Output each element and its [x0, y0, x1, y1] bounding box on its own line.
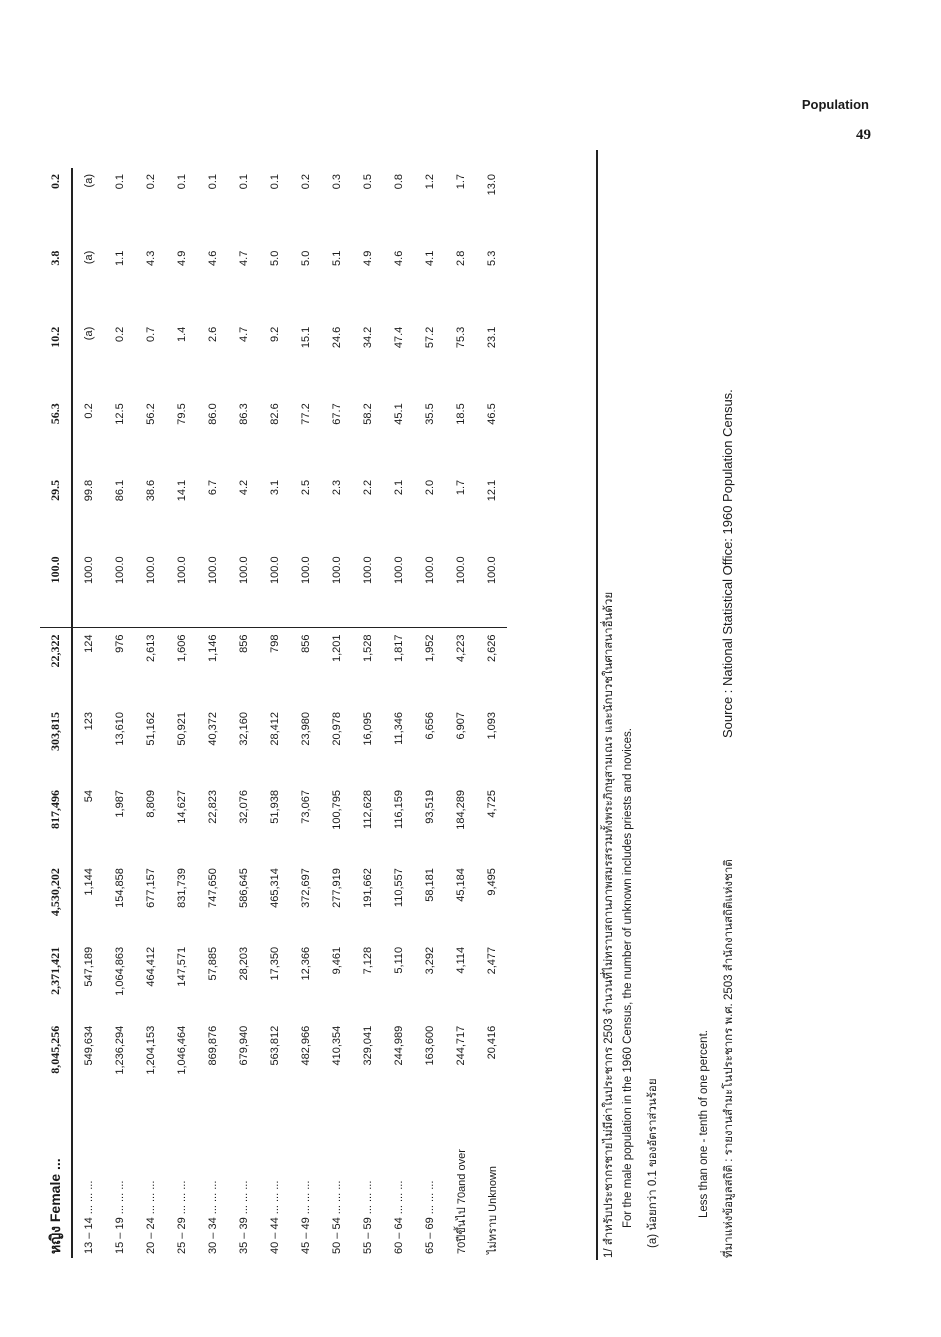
table-cell: 100,795 [330, 790, 343, 830]
row-label: 60 – 64 ... ... ... [392, 1180, 405, 1254]
table-cell: 4,530,202 [48, 868, 62, 917]
footnotes [590, 258, 810, 1258]
table-cell: 13.0 [485, 174, 498, 196]
table-cell: 112,628 [361, 790, 374, 829]
table-cell: 40,372 [206, 712, 219, 746]
table-cell: 16,095 [361, 712, 374, 746]
row-label: 55 – 59 ... ... ... [361, 1180, 374, 1254]
table-cell: 73,067 [299, 790, 312, 824]
table-cell: 0.1 [268, 174, 281, 190]
table-cell: 3,292 [423, 946, 436, 975]
row-label: 20 – 24 ... ... ... [144, 1180, 157, 1254]
table-cell: 100.0 [361, 556, 374, 584]
table-cell: 57.2 [423, 326, 436, 349]
table-cell: 14.1 [175, 479, 188, 502]
table-cell: 58.2 [361, 403, 374, 425]
row-label: 15 – 19 ... ... ... [113, 1180, 126, 1254]
table-cell: 4.9 [361, 250, 374, 266]
table-row [72, 168, 104, 1258]
table-cell: 4.6 [206, 250, 219, 266]
table-cell: 5.3 [485, 250, 498, 266]
table-cell: 482,966 [299, 1025, 312, 1066]
page-number: 49 [856, 127, 871, 143]
table-cell: 100.0 [48, 556, 62, 584]
table-cell: 24.6 [330, 326, 343, 349]
table-cell: 116,159 [392, 790, 405, 829]
row-label: 13 – 14 ... ... ... [72, 1099, 104, 1258]
table-cell: 244,717 [454, 1025, 467, 1066]
table-cell: 856 [290, 628, 321, 706]
table-cell: 679,940 [237, 1025, 250, 1066]
footnote-a-english: Less than one - tenth of one percent. [698, 1030, 710, 1218]
table-cell: 303,815 [48, 712, 62, 752]
table-cell: 9,461 [330, 946, 343, 975]
table-cell: 45.1 [392, 403, 405, 425]
table-cell: 23,980 [299, 712, 312, 746]
table-cell: 12.5 [113, 403, 126, 425]
table-cell: 6,907 [454, 712, 467, 740]
marital-status-table [40, 168, 507, 1258]
table-cell: 0.1 [237, 174, 250, 190]
table-cell: 0.2 [72, 397, 104, 474]
table-cell: 110,557 [392, 868, 405, 908]
table-cell: 2,477 [485, 946, 498, 975]
table-cell: 15.1 [299, 326, 312, 349]
table-cell: 100.0 [330, 556, 343, 584]
table-cell: 1,201 [321, 628, 352, 706]
table-cell: 1,236,294 [113, 1025, 126, 1075]
table-cell: 0.2 [113, 326, 126, 343]
table-cell: 2,613 [135, 628, 166, 706]
table-row [135, 168, 166, 1258]
table-cell: 1,064,863 [113, 946, 126, 996]
table-cell: 163,600 [423, 1025, 436, 1066]
table-cell: 13,610 [113, 712, 126, 746]
table-cell: 1,987 [113, 790, 126, 818]
row-label: 65 – 69 ... ... ... [423, 1180, 436, 1254]
table-cell: 100.0 [392, 556, 405, 584]
table-row [104, 168, 135, 1258]
table-cell: (a) [72, 245, 104, 321]
table-cell: 100.0 [299, 556, 312, 584]
table-row [166, 168, 197, 1258]
table-cell: 869,876 [206, 1025, 219, 1066]
table-cell: 22,823 [206, 790, 219, 824]
source-english: Source : National Statistical Office: 1960 Population Census. [720, 389, 735, 738]
table-cell: 0.1 [113, 174, 126, 190]
table-cell: 75.3 [454, 326, 467, 349]
row-label: 45 – 49 ... ... ... [299, 1180, 312, 1254]
table-cell: 124 [72, 628, 104, 706]
table-cell: 1.1 [113, 250, 126, 266]
table-cell: 1,093 [485, 712, 498, 740]
footnote-1-english: For the male population in the 1960 Census, the number of unknown includes priests and novices. [622, 728, 634, 1228]
table-cell: 4.7 [237, 326, 250, 343]
table-row [383, 168, 414, 1258]
footnote-1-thai: 1/ สำหรับประชากรชายไม่มีค่าในประชากร 2503 จำนวนที่ไม่ทราบสถานภาพสมรสรวมทั้งพระภิกษุสามเณร และนักบวชในศาสนาอื่นด้วย [603, 591, 615, 1258]
table-cell: 2.6 [206, 326, 219, 343]
table-cell: 100.0 [423, 556, 436, 584]
table-cell: 35.5 [423, 403, 436, 425]
table-cell: 9,495 [485, 868, 498, 896]
table-cell: 79.5 [175, 403, 188, 425]
table-cell: 2.5 [299, 479, 312, 496]
table-cell: 86.1 [113, 479, 126, 502]
table-cell: 67.7 [330, 403, 343, 425]
table-cell: 1,204,153 [144, 1025, 157, 1075]
table-cell: 1,528 [352, 628, 383, 706]
table-cell: 51,938 [268, 790, 281, 824]
table-cell: 86.0 [206, 403, 219, 425]
table-cell: 2.8 [454, 250, 467, 266]
table-cell: 1,144 [72, 862, 104, 941]
table-cell: 831,739 [175, 868, 188, 908]
table-cell: 20,416 [485, 1025, 498, 1060]
table-row [414, 168, 445, 1258]
table-cell: 28,412 [268, 712, 281, 746]
table-cell: 798 [259, 628, 290, 706]
table-cell: 465,314 [268, 868, 281, 908]
table-cell: 2.0 [423, 479, 436, 496]
table-cell: 100.0 [485, 556, 498, 584]
source-thai: ที่มาแห่งข้อมูลสถิติ : รายงานสำมะโนประชากร พ.ศ. 2503 สำนักงานสถิติแห่งชาติ [723, 859, 735, 1258]
table-cell: 32,076 [237, 790, 250, 824]
table-cell: 1,817 [383, 628, 414, 706]
total-row [40, 168, 72, 1258]
table-cell: 4,114 [454, 946, 467, 974]
table-cell: 464,412 [144, 946, 157, 987]
table-cell: 5.0 [268, 250, 281, 266]
table-cell: 3.1 [268, 479, 281, 496]
table-cell: 547,189 [72, 941, 104, 1020]
row-label: 70ปีขึ้นไป 70and over [455, 1149, 468, 1254]
table-cell: 38.6 [144, 479, 157, 502]
footnote-a-thai: (a) น้อยกว่า 0.1 ของอัตราส่วนร้อย [647, 1078, 659, 1248]
table-cell: 32,160 [237, 712, 250, 746]
table-cell: 57,885 [206, 946, 219, 981]
table-cell: 856 [228, 628, 259, 706]
table-cell: 50,921 [175, 712, 188, 746]
table-cell: 586,645 [237, 868, 250, 908]
row-label: ไม่ทราบ Unknown [486, 1165, 499, 1254]
table-cell: 1,146 [197, 628, 228, 706]
table-cell: 0.7 [144, 326, 157, 343]
table-cell: 2.1 [392, 479, 405, 496]
table-cell: 1,952 [414, 628, 445, 706]
table-cell: 100.0 [175, 556, 188, 584]
table-cell: 5,110 [392, 946, 405, 974]
table-cell: 17,350 [268, 946, 281, 981]
table-cell: 100.0 [268, 556, 281, 584]
table-cell: 563,812 [268, 1025, 281, 1066]
table-cell: 4.9 [175, 250, 188, 266]
table-cell: 4.1 [423, 250, 436, 266]
table-cell: 8,045,256 [48, 1025, 62, 1074]
table-row [259, 168, 290, 1258]
table-cell: 46.5 [485, 403, 498, 425]
table-cell: 372,697 [299, 868, 312, 908]
table-cell: 22,322 [40, 628, 72, 706]
table-cell: 9.2 [268, 326, 281, 343]
table-cell: (a) [72, 168, 104, 245]
table-cell: 191,662 [361, 868, 374, 908]
table-cell: 1.2 [423, 174, 436, 190]
table-cell: 123 [72, 706, 104, 784]
table-cell: 4.6 [392, 250, 405, 266]
table-row [290, 168, 321, 1258]
row-label: หญิง Female ... [46, 1158, 63, 1254]
table-cell: 0.1 [206, 174, 219, 190]
row-label: 25 – 29 ... ... ... [175, 1180, 188, 1254]
table-cell: 100.0 [72, 550, 104, 628]
table-cell: 14,627 [175, 790, 188, 824]
table-cell: 4.3 [144, 250, 157, 266]
table-cell: 56.3 [48, 403, 62, 425]
table-cell: 0.3 [330, 174, 343, 190]
table-row [352, 168, 383, 1258]
table-cell: 4.7 [237, 250, 250, 266]
table-cell: 277,919 [330, 868, 343, 908]
table-cell: 29.5 [48, 479, 62, 501]
table-cell: 23.1 [485, 326, 498, 349]
table-cell: 410,354 [330, 1025, 343, 1066]
table-cell: 18.5 [454, 403, 467, 425]
row-label: 35 – 39 ... ... ... [237, 1180, 250, 1254]
table-cell: 1,046,464 [175, 1025, 188, 1075]
table-cell: 244,989 [392, 1025, 405, 1066]
table-cell: 154,858 [113, 868, 126, 908]
table-cell: 5.0 [299, 250, 312, 266]
table-row [476, 168, 507, 1258]
table-cell: 34.2 [361, 326, 374, 349]
table-cell: 6,656 [423, 712, 436, 740]
table-cell: 2,626 [476, 628, 507, 706]
table-cell: (a) [72, 321, 104, 398]
table-cell: 4.2 [237, 479, 250, 496]
table-cell: 100.0 [113, 556, 126, 584]
table-cell: 549,634 [72, 1020, 104, 1099]
table-row [445, 168, 476, 1258]
table-cell: 100.0 [144, 556, 157, 584]
table-cell: 4,223 [445, 628, 476, 706]
table-row [197, 168, 228, 1258]
table-cell: 8,809 [144, 790, 157, 818]
table-cell: 58,181 [423, 868, 436, 902]
table-cell: 45,184 [454, 868, 467, 902]
table-cell: 7,128 [361, 946, 374, 975]
table-row [321, 168, 352, 1258]
table-cell: 99.8 [72, 474, 104, 551]
table-cell: 20,978 [330, 712, 343, 746]
table-cell: 1,606 [166, 628, 197, 706]
row-label: 30 – 34 ... ... ... [206, 1180, 219, 1254]
table-cell: 0.5 [361, 174, 374, 190]
table-cell: 51,162 [144, 712, 157, 746]
table-cell: 12,366 [299, 946, 312, 981]
table-cell: 54 [72, 784, 104, 862]
rotated-table-container [40, 168, 600, 1258]
table-cell: 82.6 [268, 403, 281, 425]
table-cell: 976 [104, 628, 135, 706]
table-cell: 2.3 [330, 479, 343, 496]
table-cell: 10.2 [48, 326, 62, 348]
table-cell: 100.0 [237, 556, 250, 584]
table-cell: 0.1 [175, 174, 188, 190]
table-cell: 1.4 [175, 326, 188, 343]
row-label: 50 – 54 ... ... ... [330, 1180, 343, 1254]
table-cell: 56.2 [144, 403, 157, 425]
table-cell: 100.0 [206, 556, 219, 584]
table-cell: 0.2 [48, 174, 62, 189]
table-row [228, 168, 259, 1258]
table-cell: 5.1 [330, 250, 343, 266]
table-cell: 77.2 [299, 403, 312, 425]
table-cell: 86.3 [237, 403, 250, 425]
table-cell: 11,346 [392, 712, 405, 745]
table-cell: 0.2 [144, 174, 157, 190]
table-cell: 147,571 [175, 946, 188, 987]
table-cell: 6.7 [206, 479, 219, 496]
table-cell: 1.7 [454, 479, 467, 496]
table-cell: 100.0 [454, 556, 467, 584]
table-cell: 2.2 [361, 479, 374, 496]
table-cell: 93,519 [423, 790, 436, 824]
table-cell: 184,289 [454, 790, 467, 830]
table-cell: 1.7 [454, 174, 467, 190]
table-cell: 817,496 [48, 790, 62, 830]
table-cell: 28,203 [237, 946, 250, 981]
table-cell: 2,371,421 [48, 946, 62, 995]
table-cell: 12.1 [485, 479, 498, 502]
table-cell: 4,725 [485, 790, 498, 818]
running-header: Population [801, 97, 869, 112]
row-label: 40 – 44 ... ... ... [268, 1180, 281, 1254]
table-cell: 0.2 [299, 174, 312, 190]
table-cell: 329,041 [361, 1025, 374, 1066]
table-cell: 3.8 [48, 250, 62, 266]
table-cell: 677,157 [144, 868, 157, 908]
table-cell: 47.4 [392, 326, 405, 349]
table-cell: 747,650 [206, 868, 219, 908]
table-cell: 0.8 [392, 174, 405, 190]
